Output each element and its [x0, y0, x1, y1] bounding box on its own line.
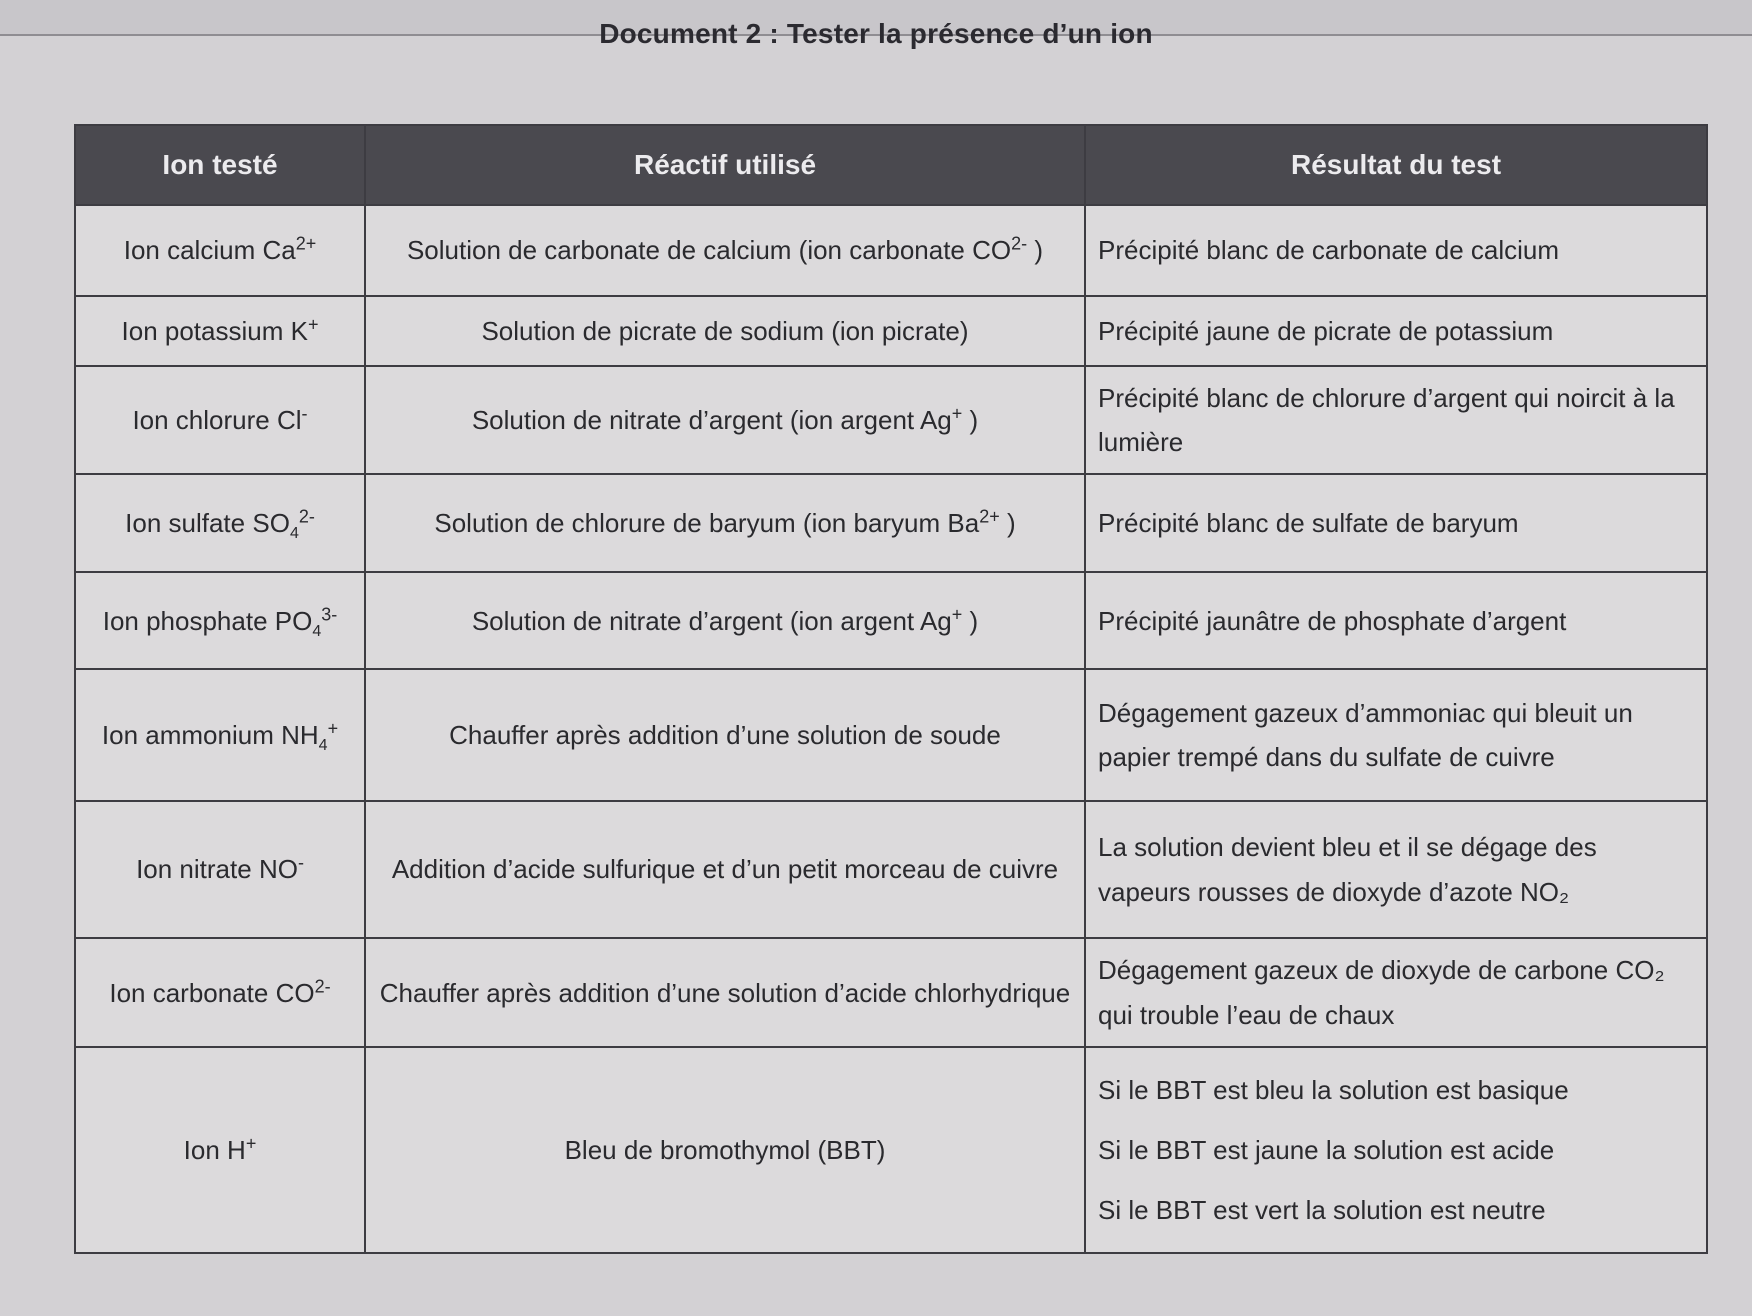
reactif-formula: Ba — [947, 508, 980, 539]
table-row — [75, 205, 1707, 296]
reactif-cell — [365, 801, 1085, 939]
resultat-cell — [1085, 296, 1707, 366]
ion-cell — [75, 296, 365, 366]
resultat-line: Dégagement gazeux de dioxyde de carbone CO₂ qui trouble l’eau de chaux — [1098, 955, 1665, 1030]
reactif-text: Solution de chlorure de baryum (ion baryum — [434, 508, 948, 539]
ion-cell — [75, 669, 365, 800]
reactif-text: Chauffer après addition d’une solution d’acide chlorhydrique — [379, 977, 1071, 1008]
resultat-cell — [1085, 669, 1707, 800]
table-row — [75, 801, 1707, 939]
reactif-closing: ) — [962, 605, 979, 636]
table-row — [75, 366, 1707, 474]
ion-charge: - — [301, 403, 308, 424]
ion-charge: + — [245, 1133, 257, 1154]
reactif-text: Solution de nitrate d’argent (ion argent — [471, 405, 920, 436]
reactif-cell — [365, 1047, 1085, 1253]
table-row — [75, 938, 1707, 1046]
ion-formula: Cl — [276, 405, 302, 436]
ion-name: Ion sulfate — [125, 508, 246, 539]
resultat-cell — [1085, 474, 1707, 571]
ion-cell — [75, 474, 365, 571]
reactif-text: Bleu de bromothymol (BBT) — [564, 1134, 886, 1165]
resultat-line: Précipité jaunâtre de phosphate d’argent — [1098, 605, 1567, 636]
table-header — [75, 125, 1707, 205]
ion-subscript: 4 — [289, 525, 299, 543]
header-resultat-du-test: Résultat du test — [1085, 125, 1707, 205]
resultat-line: La solution devient bleu et il se dégage des vapeurs rousses de dioxyde d’azote NO₂ — [1098, 832, 1597, 907]
ion-name: Ion nitrate — [136, 854, 252, 885]
ion-name: Ion carbonate — [109, 977, 269, 1008]
ion-subscript: 4 — [312, 622, 322, 640]
ion-formula: NH — [281, 719, 319, 750]
ion-charge: - — [297, 852, 304, 873]
reactif-text: Addition d’acide sulfurique et d’un petit morceau de cuivre — [391, 854, 1059, 885]
ion-formula: PO — [274, 605, 313, 636]
reactif-text: Chauffer après addition d’une solution de soude — [449, 719, 1001, 750]
resultat-line: Précipité blanc de chlorure d’argent qui noircit à la lumière — [1098, 383, 1675, 458]
ion-formula: SO — [252, 508, 290, 539]
reactif-charge: 2+ — [979, 506, 1000, 527]
header-row — [75, 125, 1707, 205]
ion-cell — [75, 1047, 365, 1253]
table-row — [75, 474, 1707, 571]
reactif-cell — [365, 205, 1085, 296]
reactif-charge: + — [951, 603, 963, 624]
ion-charge: 2- — [298, 506, 315, 527]
reactif-text: Solution de carbonate de calcium (ion carbonate — [406, 235, 973, 266]
table-row — [75, 296, 1707, 366]
reactif-formula: Ag — [919, 605, 952, 636]
ion-charge: + — [307, 314, 319, 335]
document-title: Document 2 : Tester la présence d’un ion — [599, 18, 1153, 49]
ion-formula: H — [227, 1134, 246, 1165]
ion-subscript: 4 — [318, 737, 328, 755]
reactif-charge: + — [951, 403, 963, 424]
resultat-line: Si le BBT est jaune la solution est acide — [1098, 1134, 1555, 1165]
ion-test-table — [74, 124, 1708, 1254]
resultat-cell — [1085, 938, 1707, 1046]
resultat-cell — [1085, 801, 1707, 939]
ion-name: Ion calcium — [123, 235, 256, 266]
reactif-closing: ) — [999, 508, 1016, 539]
ion-charge: 2+ — [295, 233, 317, 254]
ion-cell — [75, 801, 365, 939]
table-body — [75, 205, 1707, 1253]
ion-formula: Ca — [262, 235, 296, 266]
resultat-line: Précipité blanc de sulfate de baryum — [1098, 508, 1519, 539]
resultat-line: Précipité jaune de picrate de potassium — [1098, 315, 1554, 346]
table-row — [75, 1047, 1707, 1253]
reactif-cell — [365, 572, 1085, 669]
ion-formula: CO — [275, 977, 315, 1008]
reactif-cell — [365, 669, 1085, 800]
resultat-cell — [1085, 205, 1707, 296]
ion-name: Ion phosphate — [102, 605, 268, 636]
ion-formula: K — [290, 315, 308, 346]
reactif-cell — [365, 474, 1085, 571]
reactif-cell — [365, 938, 1085, 1046]
ion-charge: 2- — [314, 975, 331, 996]
ion-name: Ion potassium — [121, 315, 284, 346]
header-ion-teste: Ion testé — [75, 125, 365, 205]
table-row — [75, 669, 1707, 800]
reactif-closing: ) — [1027, 235, 1044, 266]
resultat-line: Dégagement gazeux d’ammoniac qui bleuit un papier trempé dans du sulfate de cuivre — [1098, 697, 1633, 773]
resultat-cell — [1085, 1047, 1707, 1253]
reactif-closing: ) — [962, 405, 979, 436]
ion-cell — [75, 366, 365, 474]
reactif-formula: Ag — [919, 405, 952, 436]
reactif-cell — [365, 366, 1085, 474]
ion-cell — [75, 572, 365, 669]
reactif-cell — [365, 296, 1085, 366]
resultat-line: Si le BBT est vert la solution est neutre — [1098, 1195, 1546, 1225]
reactif-charge: 2- — [1011, 233, 1028, 254]
resultat-line: Précipité blanc de carbonate de calcium — [1098, 235, 1560, 266]
ion-charge: 3- — [321, 603, 338, 624]
ion-formula: NO — [258, 854, 298, 885]
reactif-text: Solution de picrate de sodium (ion picrate) — [481, 315, 969, 346]
resultat-cell — [1085, 572, 1707, 669]
table-row — [75, 572, 1707, 669]
ion-name: Ion ammonium — [101, 719, 274, 750]
ion-charge: + — [327, 718, 339, 739]
ion-name: Ion — [183, 1134, 220, 1165]
reactif-text: Solution de nitrate d’argent (ion argent — [471, 605, 920, 636]
resultat-line: Si le BBT est bleu la solution est basique — [1098, 1074, 1569, 1105]
ion-cell — [75, 938, 365, 1046]
resultat-cell — [1085, 366, 1707, 474]
reactif-formula: CO — [972, 235, 1012, 266]
ion-name: Ion chlorure — [132, 405, 270, 436]
ion-cell — [75, 205, 365, 296]
header-reactif-utilise: Réactif utilisé — [365, 125, 1085, 205]
